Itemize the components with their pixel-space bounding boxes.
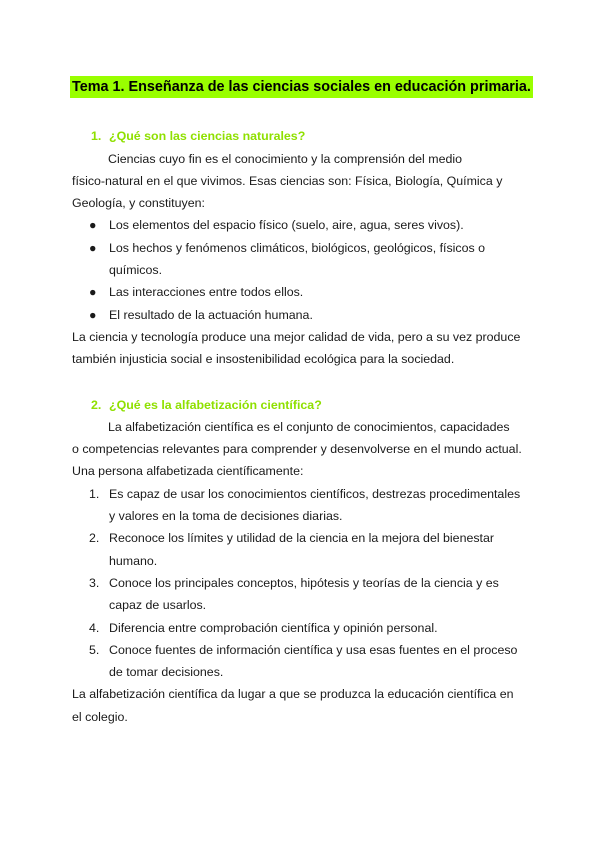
section-2-numbered-list: [72, 483, 542, 684]
list-number: 2.: [89, 531, 100, 546]
list-item: [72, 483, 542, 528]
list-item-text: Los elementos del espacio físico (suelo, aire, agua, seres vivos).: [109, 218, 464, 233]
section-2-heading-text: ¿Qué es la alfabetización científica?: [109, 397, 322, 412]
list-number: 1.: [89, 486, 100, 501]
list-item-text: El resultado de la actuación humana.: [109, 307, 313, 322]
bullet-icon: ●: [89, 218, 97, 233]
list-item: [72, 527, 542, 572]
section-2-heading: [91, 394, 542, 416]
list-number: 5.: [89, 642, 100, 657]
list-item-text: Diferencia entre comprobación científica y opinión personal.: [109, 620, 438, 635]
list-number: 4.: [89, 620, 100, 635]
list-item-text: Conoce fuentes de información científica y usa esas fuentes en el proceso de tomar decisiones.: [109, 642, 518, 680]
section-1-bullet-list: [72, 214, 542, 325]
list-item: [72, 281, 542, 303]
bullet-icon: ●: [89, 285, 97, 300]
document-title: Tema 1. Enseñanza de las ciencias sociales en educación primaria.: [70, 76, 533, 98]
list-item: [72, 214, 542, 236]
list-number: 3.: [89, 575, 100, 590]
section-1-heading-text: ¿Qué son las ciencias naturales?: [109, 129, 306, 144]
document-page: [72, 76, 542, 728]
list-item-text: Reconoce los límites y utilidad de la ciencia en la mejora del bienestar humano.: [109, 531, 495, 568]
list-item-text: Las interacciones entre todos ellos.: [109, 285, 304, 300]
section-2-number: 2.: [91, 397, 102, 412]
section-1-intro: Ciencias cuyo fin es el conocimiento y la comprensión del medio físico-natural en el que vivimos. Esas ciencias son: Física, Biología, Química y Geología, y constituyen:: [72, 151, 503, 211]
section-2-closing: La alfabetización científica da lugar a que se produzca la educación científica en el colegio.: [72, 687, 514, 724]
section-1-number: 1.: [91, 129, 102, 144]
list-item-text: Es capaz de usar los conocimientos científicos, destrezas procedimentales y valores en la toma de decisiones diarias.: [109, 486, 521, 524]
list-item-text: Los hechos y fenómenos climáticos, biológicos, geológicos, físicos o químicos.: [109, 240, 486, 278]
section-1-heading: [91, 125, 542, 147]
bullet-icon: ●: [89, 307, 97, 322]
list-item-text: Conoce los principales conceptos, hipótesis y teorías de la ciencia y es capaz de usarlos.: [109, 575, 499, 613]
list-item: [72, 572, 542, 617]
list-item: [72, 304, 542, 326]
list-item: [72, 617, 542, 639]
bullet-icon: ●: [89, 240, 97, 255]
section-1-closing: La ciencia y tecnología produce una mejor calidad de vida, pero a su vez produce también injusticia social e insostenibilidad ecológica para la sociedad.: [72, 329, 521, 367]
section-2-intro: La alfabetización científica es el conjunto de conocimientos, capacidades o competencias relevantes para comprender y desenvolverse en el mundo actual. Una persona alfabetizada científicamente:: [72, 419, 522, 479]
list-item: [72, 237, 542, 282]
list-item: [72, 639, 542, 684]
